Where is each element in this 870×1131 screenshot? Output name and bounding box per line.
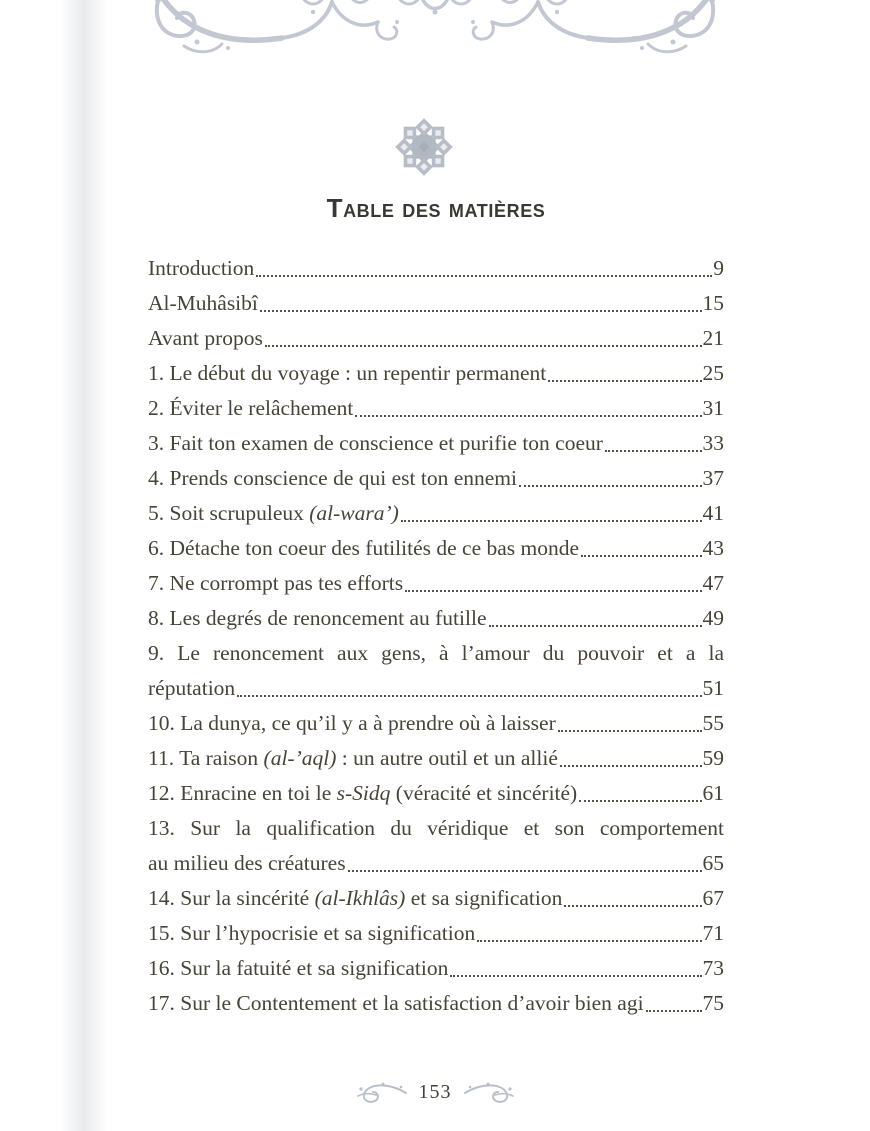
toc-entry-text: 11. Ta raison (al-’aql) : un autre outil et un allié: [148, 746, 558, 770]
rosette-ornament: [393, 116, 455, 178]
toc-line: [148, 811, 724, 846]
toc-line: [148, 391, 724, 426]
floral-scroll-icon: [463, 1079, 515, 1105]
dot-leader: [405, 590, 701, 592]
toc-entry-text: Avant propos: [148, 326, 263, 350]
dot-leader: [355, 415, 701, 417]
toc-entry: [148, 916, 724, 951]
toc-entry: [148, 636, 724, 706]
dot-leader: [558, 730, 702, 732]
toc-page-number: 75: [702, 991, 724, 1015]
toc-line: [148, 286, 724, 321]
toc-entry: [148, 391, 724, 426]
toc-entry-text: 17. Sur le Contentement et la satisfaction d’avoir bien agi: [148, 991, 644, 1015]
toc-page-number: 41: [702, 501, 724, 525]
toc-entry-text: 15. Sur l’hypocrisie et sa signification: [148, 921, 476, 945]
toc-entry: [148, 426, 724, 461]
toc-line: [148, 846, 724, 881]
toc-line: [148, 356, 724, 391]
toc-line: [148, 566, 724, 601]
toc-page-number: 25: [702, 361, 724, 385]
toc-line: [148, 741, 724, 776]
toc-entry-text: 2. Éviter le relâchement: [148, 396, 354, 420]
toc-line: [148, 321, 724, 356]
toc-line: [148, 461, 724, 496]
toc-line: [148, 426, 724, 461]
toc-entry-text: Al-Muhâsibî: [148, 291, 258, 315]
toc-page-number: 73: [702, 956, 724, 980]
toc-entry-text: 6. Détache ton coeur des futilités de ce bas monde: [148, 536, 580, 560]
toc-page-number: 59: [702, 746, 724, 770]
toc-line: [148, 671, 724, 706]
toc-line: [148, 496, 724, 531]
dot-leader: [265, 345, 702, 347]
toc-entry-text: 10. La dunya, ce qu’il y a à prendre où à laisser: [148, 711, 556, 735]
toc-page-number: 37: [702, 466, 724, 490]
dot-leader: [237, 695, 701, 697]
toc-entry: [148, 496, 724, 531]
toc-page-number: 49: [702, 606, 724, 630]
toc-page-number: 15: [702, 291, 724, 315]
dot-leader: [560, 765, 702, 767]
toc-page-number: 31: [702, 396, 724, 420]
toc-entry-text: 9. Le renoncement aux gens, à l’amour du pouvoir et a la: [148, 641, 724, 665]
dot-leader: [348, 870, 702, 872]
toc-entry-text: Introduction: [148, 256, 255, 280]
toc-page-number: 43: [702, 536, 724, 560]
toc-entry: [148, 251, 724, 286]
dot-leader: [256, 275, 712, 277]
toc-page-number: 9: [713, 256, 724, 280]
toc-entry: [148, 531, 724, 566]
toc-entry: [148, 811, 724, 881]
toc-entry: [148, 776, 724, 811]
floral-flourish-ornament: [150, 0, 720, 58]
toc-entry-text: 7. Ne corrompt pas tes efforts: [148, 571, 404, 595]
toc-entry: [148, 706, 724, 741]
toc-entry-text: au milieu des créatures: [148, 851, 346, 875]
page-title: Table des matières: [326, 193, 546, 223]
toc-entry: [148, 461, 724, 496]
toc-page-number: 65: [702, 851, 724, 875]
toc-page-number: 71: [702, 921, 724, 945]
toc-page-number: 51: [702, 676, 724, 700]
dot-leader: [579, 800, 701, 802]
toc-entry-text: 4. Prends conscience de qui est ton ennemi: [148, 466, 517, 490]
toc-entry-text: 12. Enracine en toi le s-Sidq (véracité et sincérité): [148, 781, 578, 805]
toc-page-number: 47: [702, 571, 724, 595]
toc-line: [148, 601, 724, 636]
dot-leader: [260, 310, 702, 312]
table-of-contents: [148, 251, 724, 1021]
dot-leader: [450, 975, 701, 977]
toc-page-number: 67: [702, 886, 724, 910]
floral-scroll-icon: [356, 1079, 408, 1105]
page-gutter-shadow: [60, 0, 108, 1131]
toc-line: [148, 951, 724, 986]
dot-leader: [646, 1010, 702, 1012]
toc-page-number: 33: [702, 431, 724, 455]
dot-leader: [489, 625, 702, 627]
toc-line: [148, 776, 724, 811]
toc-line: [148, 531, 724, 566]
dot-leader: [605, 450, 702, 452]
toc-entry: [148, 321, 724, 356]
toc-entry: [148, 356, 724, 391]
toc-line: [148, 706, 724, 741]
dot-leader: [581, 555, 701, 557]
dot-leader: [519, 485, 702, 487]
toc-entry: [148, 986, 724, 1021]
toc-entry-text: 13. Sur la qualification du véridique et son comportement: [148, 816, 724, 840]
toc-line: [148, 986, 724, 1021]
toc-entry-text: 3. Fait ton examen de conscience et purifie ton coeur: [148, 431, 603, 455]
dot-leader: [564, 905, 701, 907]
toc-line: [148, 916, 724, 951]
toc-entry: [148, 881, 724, 916]
dot-leader: [401, 520, 702, 522]
toc-entry-text: 8. Les degrés de renoncement au futille: [148, 606, 487, 630]
toc-line: [148, 881, 724, 916]
toc-page-number: 55: [702, 711, 724, 735]
toc-line: [148, 636, 724, 671]
toc-entry-text: réputation: [148, 676, 236, 700]
toc-line: [148, 251, 724, 286]
toc-entry-text: 14. Sur la sincérité (al-Ikhlâs) et sa signification: [148, 886, 563, 910]
toc-entry: [148, 601, 724, 636]
toc-entry-text: 5. Soit scrupuleux (al-wara’): [148, 501, 399, 525]
toc-entry: [148, 951, 724, 986]
dot-leader: [548, 380, 701, 382]
toc-entry: [148, 566, 724, 601]
page-footer: [0, 1079, 870, 1105]
footer-page-number: 153: [418, 1080, 452, 1103]
toc-entry: [148, 741, 724, 776]
dot-leader: [477, 940, 701, 942]
toc-entry-text: 16. Sur la fatuité et sa signification: [148, 956, 449, 980]
toc-page-number: 21: [702, 326, 724, 350]
toc-entry: [148, 286, 724, 321]
toc-page-number: 61: [702, 781, 724, 805]
toc-entry-text: 1. Le début du voyage : un repentir permanent: [148, 361, 547, 385]
